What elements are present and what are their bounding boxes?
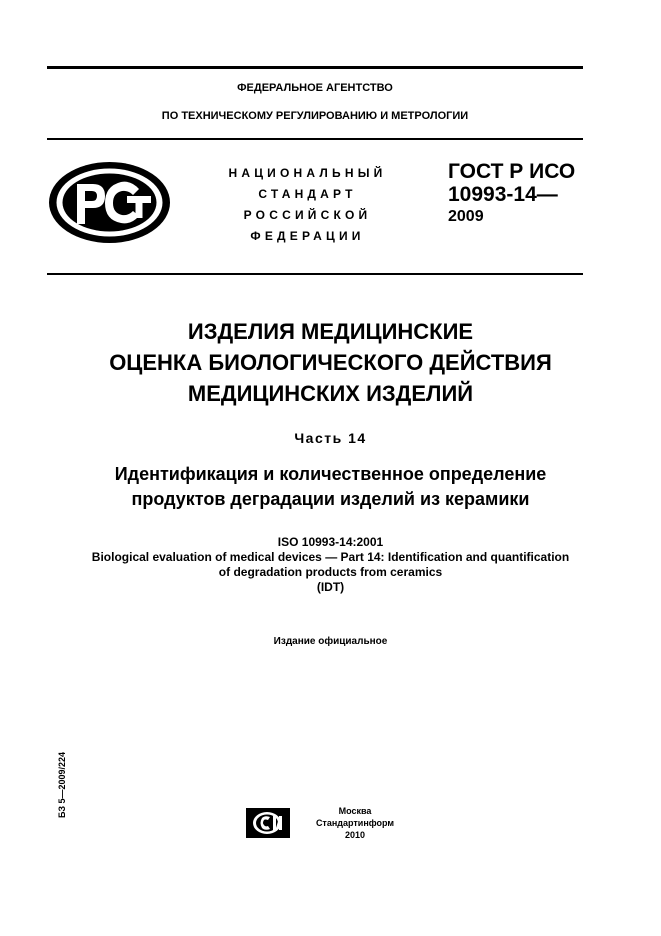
title-line: МЕДИЦИНСКИХ ИЗДЕЛИЙ bbox=[187, 381, 474, 406]
title-line: ОЦЕНКА БИОЛОГИЧЕСКОГО ДЕЙСТВИЯ bbox=[109, 350, 552, 375]
standard-word: СТАНДАРТ bbox=[258, 187, 357, 201]
standard-code-year: 2009 bbox=[448, 208, 484, 225]
agency-line-1: ФЕДЕРАЛЬНОЕ АГЕНТСТВО bbox=[237, 82, 393, 94]
standard-word: РОССИЙСКОЙ bbox=[243, 208, 372, 222]
subtitle-line: Идентификация и количественное определение bbox=[114, 464, 547, 484]
iso-idt: (IDT) bbox=[316, 580, 345, 594]
iso-code: ISO 10993-14:2001 bbox=[277, 535, 384, 549]
document-subtitle bbox=[40, 462, 621, 512]
title-line: ИЗДЕЛИЯ МЕДИЦИНСКИЕ bbox=[187, 319, 474, 344]
standard-word: НАЦИОНАЛЬНЫЙ bbox=[228, 166, 387, 180]
standartinform-logo-icon bbox=[246, 808, 290, 838]
block-rule bbox=[47, 273, 583, 275]
iso-title-line-2: of degradation products from ceramics bbox=[218, 565, 443, 579]
top-rule bbox=[47, 66, 583, 69]
rst-emblem-icon bbox=[47, 160, 172, 245]
standard-code bbox=[448, 160, 575, 228]
national-standard-words bbox=[205, 163, 410, 247]
document-title bbox=[40, 316, 621, 409]
publisher-year: 2010 bbox=[344, 830, 366, 840]
part-label: Часть 14 bbox=[294, 430, 367, 446]
standard-code-line-2: 10993-14— bbox=[448, 183, 558, 206]
side-code-text: БЗ 5—2009/224 bbox=[57, 751, 67, 818]
header-rule bbox=[47, 138, 583, 140]
subtitle-line: продуктов деградации изделий из керамики bbox=[131, 489, 530, 509]
standard-word: ФЕДЕРАЦИИ bbox=[250, 229, 365, 243]
publisher-info bbox=[300, 805, 410, 841]
edition-label: Издание официальное bbox=[273, 636, 388, 647]
publisher-city: Москва bbox=[338, 806, 372, 816]
iso-reference bbox=[20, 535, 641, 595]
agency-line-2: ПО ТЕХНИЧЕСКОМУ РЕГУЛИРОВАНИЮ И МЕТРОЛОГИИ bbox=[161, 110, 469, 122]
iso-title-line-1: Biological evaluation of medical devices — Part 14: Identification and quantification bbox=[91, 550, 570, 564]
publisher-name: Стандартинформ bbox=[315, 818, 395, 828]
standard-code-line-1: ГОСТ Р ИСО bbox=[448, 160, 576, 183]
